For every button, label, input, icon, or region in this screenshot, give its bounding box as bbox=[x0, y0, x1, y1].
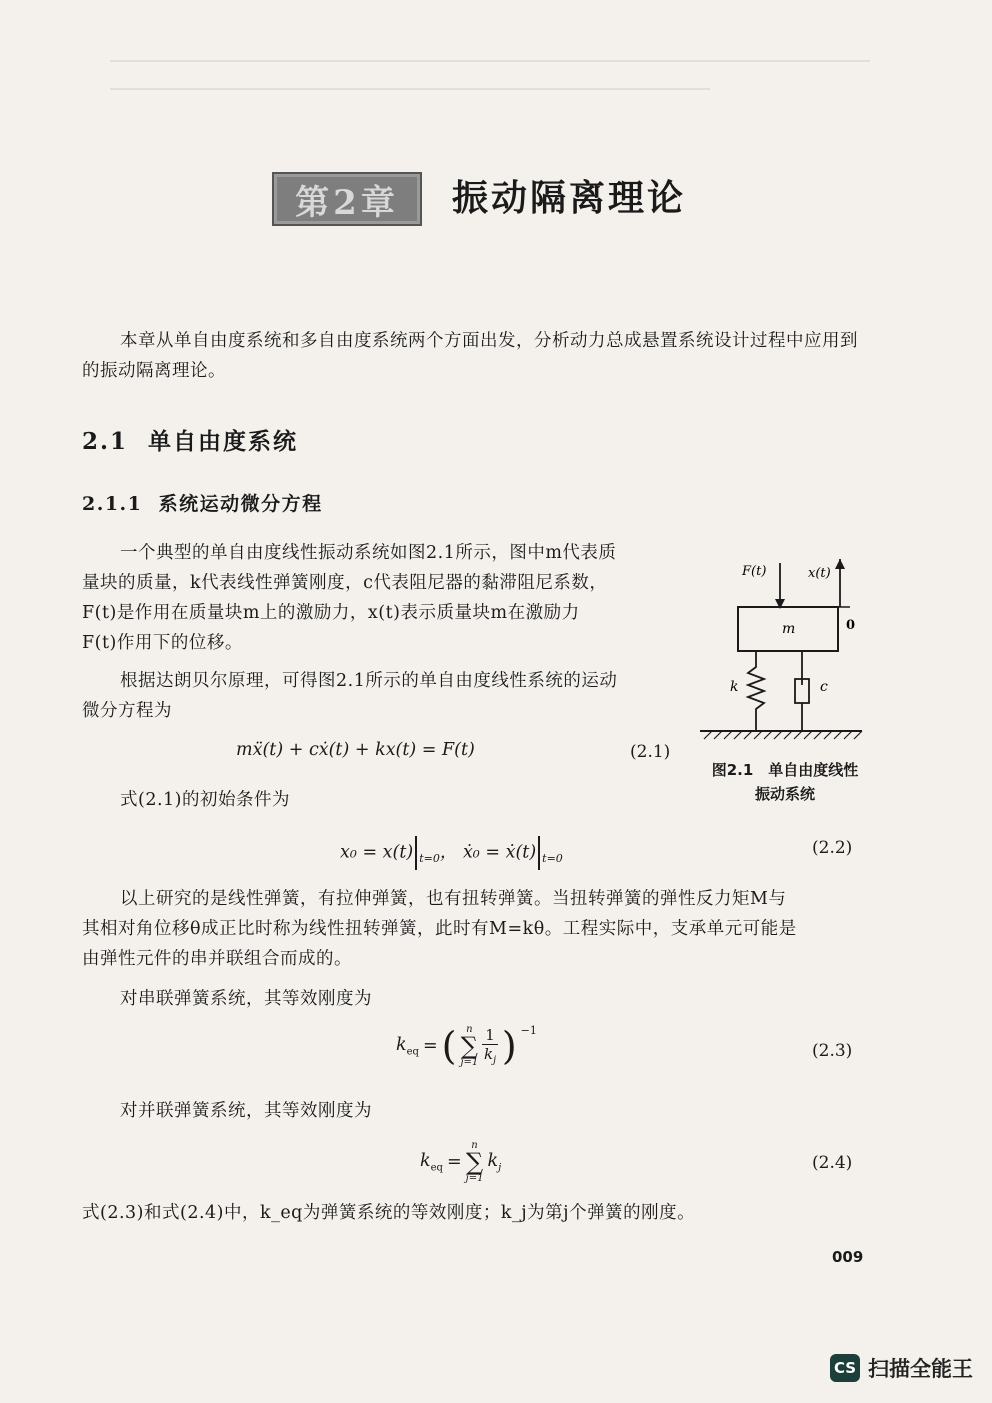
ground-hatching bbox=[704, 731, 862, 739]
paragraph-7: 式(2.3)和式(2.4)中，k_eq为弹簧系统的等效刚度；k_j为第j个弹簧的刚度。 bbox=[82, 1203, 696, 1223]
paragraph-3: 式(2.1)的初始条件为 bbox=[120, 790, 290, 810]
section-number: 2.1 bbox=[82, 428, 129, 455]
text-line: 根据达朗贝尔原理，可得图2.1所示的单自由度线性系统的运动 bbox=[120, 671, 618, 691]
equation-2-3-number: (2.3) bbox=[812, 1041, 853, 1061]
intro-paragraph: 本章从单自由度系统和多自由度系统两个方面出发，分析动力总成悬置系统设计过程中应用到的振动隔离理论。 bbox=[82, 331, 858, 381]
equation-2-3: $k_{eq}$ = ( n ∑ j=1 1 $k_j$ ) $^{-1}$ bbox=[396, 1024, 537, 1068]
text-line: 微分方程为 bbox=[82, 701, 172, 721]
spring bbox=[748, 651, 764, 731]
force-label: F(t) bbox=[742, 564, 767, 579]
eq3-lhs: k bbox=[396, 1034, 407, 1055]
chapter-number: 第2章 bbox=[272, 172, 422, 226]
eq4-term-sub: j bbox=[498, 1162, 502, 1174]
eq3-fraction-denominator: k bbox=[483, 1045, 494, 1063]
displacement-label: x(t) bbox=[808, 566, 831, 581]
eq2-sub: t=0 bbox=[419, 852, 440, 865]
eq4-sum-top: n bbox=[471, 1140, 478, 1151]
evaluation-bar bbox=[538, 836, 540, 870]
section-title: 单自由度系统 bbox=[148, 428, 299, 455]
page-number: 009 bbox=[832, 1248, 864, 1266]
section-heading bbox=[82, 423, 298, 456]
text-line: F(t)是作用在质量块m上的激励力，x(t)表示质量块m在激励力 bbox=[82, 603, 580, 623]
damper-label: c bbox=[820, 679, 828, 695]
equation-2-4-number: (2.4) bbox=[812, 1153, 853, 1173]
paragraph-5: 对串联弹簧系统，其等效刚度为 bbox=[120, 989, 372, 1009]
eq2-left: x₀ = x(t) bbox=[340, 842, 414, 863]
paragraph-1 bbox=[82, 538, 682, 658]
camscanner-logo-icon: CS bbox=[830, 1354, 860, 1382]
paragraph-2 bbox=[82, 666, 682, 726]
figure-caption-line: 振动系统 bbox=[754, 785, 815, 803]
figure-caption-line: 图2.1 单自由度线性 bbox=[711, 761, 859, 779]
figure-caption bbox=[700, 758, 870, 806]
eq4-sum-bottom: j=1 bbox=[465, 1173, 484, 1184]
text-line: 量块的质量，k代表线性弹簧刚度，c代表阻尼器的黏滞阻尼系数， bbox=[82, 573, 608, 593]
displacement-arrowhead bbox=[835, 559, 845, 569]
chapter-title: 振动隔离理论 bbox=[452, 177, 687, 219]
paragraph-4 bbox=[82, 884, 882, 974]
eq3-fraction-numerator: 1 bbox=[482, 1026, 498, 1045]
subsection-number: 2.1.1 bbox=[82, 493, 143, 515]
bleed-through bbox=[110, 60, 870, 90]
eq3-lhs-sub: eq bbox=[406, 1046, 419, 1058]
text-line: 由弹性元件的串并联组合而成的。 bbox=[82, 949, 352, 969]
figure-2-1-diagram bbox=[690, 555, 870, 755]
eq2-sub: t=0 bbox=[542, 852, 563, 865]
eq4-term: k bbox=[487, 1150, 499, 1171]
text-line: 一个典型的单自由度线性振动系统如图2.1所示，图中m代表质 bbox=[120, 543, 617, 563]
brand-name: 扫描全能王 bbox=[868, 1357, 973, 1381]
equation-2-2 bbox=[340, 836, 563, 870]
equation-2-2-number: (2.2) bbox=[812, 838, 853, 858]
subsection-title: 系统运动微分方程 bbox=[158, 493, 323, 515]
evaluation-bar bbox=[415, 836, 417, 870]
equation-2-1-number: (2.1) bbox=[630, 742, 671, 762]
text-line: 其相对角位移θ成正比时称为线性扭转弹簧，此时有M=kθ。工程实际中，支承单元可能是 bbox=[82, 919, 797, 939]
mass-label: m bbox=[782, 621, 796, 637]
eq2-right: ， ẋ₀ = ẋ(t) bbox=[439, 842, 537, 863]
text-line: F(t)作用下的位移。 bbox=[82, 633, 243, 653]
spring-label: k bbox=[730, 679, 739, 695]
subsection-heading bbox=[82, 489, 323, 516]
eq3-exponent: −1 bbox=[520, 1024, 537, 1037]
eq3-sum-top: n bbox=[466, 1024, 473, 1035]
reference-zero-label: 0 bbox=[846, 618, 856, 633]
eq4-lhs-sub: eq bbox=[430, 1162, 443, 1174]
equation-2-4: $k_{eq}$ = n ∑ j=1 $k_j$ bbox=[420, 1140, 502, 1184]
text-line: 以上研究的是线性弹簧，有拉伸弹簧，也有扭转弹簧。当扭转弹簧的弹性反力矩M与 bbox=[120, 889, 787, 909]
eq4-lhs: k bbox=[420, 1150, 431, 1171]
equation-2-1: mẍ(t) + cẋ(t) + kx(t) = F(t) bbox=[236, 740, 475, 760]
paragraph-6: 对并联弹簧系统，其等效刚度为 bbox=[120, 1101, 372, 1121]
eq3-sum-bottom: j=1 bbox=[460, 1057, 479, 1068]
scanner-watermark bbox=[830, 1353, 973, 1383]
eq3-fraction-denominator-sub: j bbox=[493, 1055, 497, 1066]
